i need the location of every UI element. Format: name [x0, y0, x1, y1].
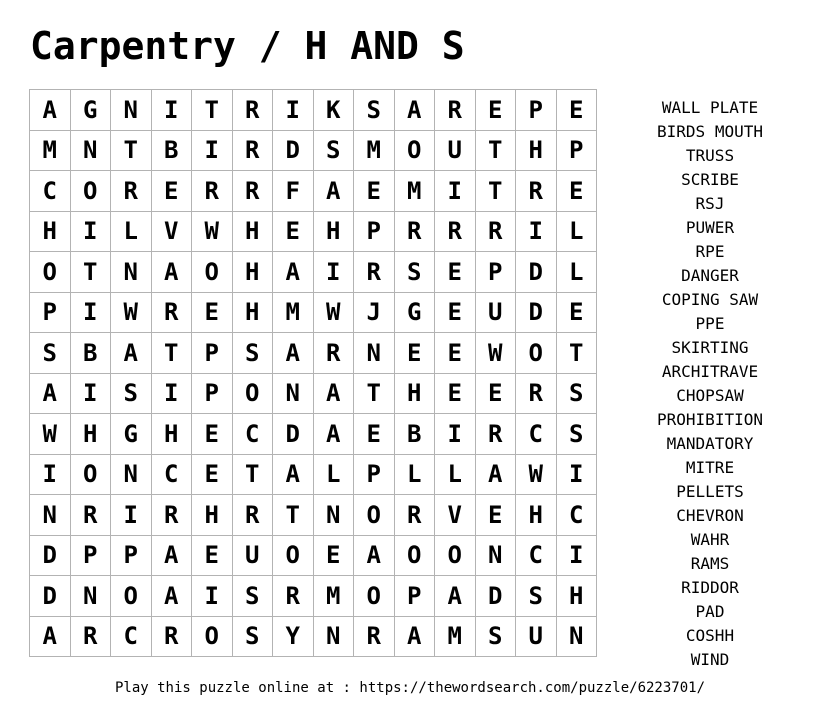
grid-cell: R: [395, 212, 436, 253]
grid-cell: N: [476, 536, 517, 577]
grid-cell: R: [354, 617, 395, 658]
grid-cell: D: [30, 576, 71, 617]
grid-cell: E: [395, 333, 436, 374]
grid-cell: E: [354, 414, 395, 455]
grid-cell: W: [476, 333, 517, 374]
puzzle-title: Carpentry / H AND S: [30, 24, 465, 68]
grid-cell: E: [557, 90, 598, 131]
grid-row: [30, 374, 597, 415]
grid-cell: K: [314, 90, 355, 131]
grid-cell: P: [476, 252, 517, 293]
grid-cell: C: [111, 617, 152, 658]
grid-cell: T: [233, 455, 274, 496]
grid-cell: I: [30, 455, 71, 496]
grid-cell: B: [152, 131, 193, 172]
grid-cell: O: [395, 131, 436, 172]
grid-cell: W: [111, 293, 152, 334]
grid-cell: G: [111, 414, 152, 455]
grid-cell: N: [71, 131, 112, 172]
grid-cell: N: [111, 90, 152, 131]
grid-cell: N: [557, 617, 598, 658]
grid-cell: W: [30, 414, 71, 455]
grid-cell: P: [192, 333, 233, 374]
grid-cell: A: [314, 171, 355, 212]
grid-cell: I: [152, 90, 193, 131]
grid-cell: E: [192, 455, 233, 496]
grid-cell: E: [476, 90, 517, 131]
grid-cell: D: [516, 252, 557, 293]
grid-cell: N: [314, 617, 355, 658]
grid-cell: E: [192, 293, 233, 334]
grid-cell: O: [435, 536, 476, 577]
grid-cell: H: [395, 374, 436, 415]
grid-cell: A: [30, 90, 71, 131]
grid-cell: P: [395, 576, 436, 617]
grid-cell: N: [71, 576, 112, 617]
word-list-item: MITRE: [685, 458, 735, 477]
grid-cell: A: [273, 333, 314, 374]
grid-cell: R: [476, 212, 517, 253]
grid-cell: R: [71, 495, 112, 536]
grid-cell: E: [152, 171, 193, 212]
grid-cell: U: [435, 131, 476, 172]
grid-cell: C: [30, 171, 71, 212]
grid-cell: A: [152, 252, 193, 293]
word-list-item: RSJ: [695, 194, 725, 213]
word-list-item: CHEVRON: [676, 506, 744, 525]
grid-cell: M: [314, 576, 355, 617]
word-list-item: PUWER: [685, 218, 735, 237]
grid-row: [30, 414, 597, 455]
grid-cell: S: [557, 374, 598, 415]
letter-grid: [29, 89, 597, 657]
grid-cell: S: [233, 576, 274, 617]
grid-row: [30, 455, 597, 496]
grid-cell: H: [314, 212, 355, 253]
grid-cell: R: [273, 576, 314, 617]
grid-cell: C: [516, 414, 557, 455]
grid-cell: G: [71, 90, 112, 131]
grid-cell: A: [354, 536, 395, 577]
grid-cell: P: [354, 212, 395, 253]
grid-cell: R: [435, 212, 476, 253]
grid-cell: F: [273, 171, 314, 212]
grid-cell: O: [233, 374, 274, 415]
grid-row: [30, 333, 597, 374]
grid-cell: P: [111, 536, 152, 577]
grid-cell: R: [233, 495, 274, 536]
grid-cell: N: [314, 495, 355, 536]
word-list-item: RPE: [695, 242, 725, 261]
grid-cell: N: [30, 495, 71, 536]
grid-cell: R: [233, 131, 274, 172]
grid-cell: R: [233, 171, 274, 212]
word-list-item: COPING SAW: [661, 290, 759, 309]
grid-cell: M: [30, 131, 71, 172]
grid-cell: A: [395, 90, 436, 131]
word-list-item: PPE: [695, 314, 725, 333]
grid-cell: A: [314, 414, 355, 455]
grid-cell: C: [152, 455, 193, 496]
grid-row: [30, 212, 597, 253]
grid-cell: C: [516, 536, 557, 577]
grid-cell: V: [152, 212, 193, 253]
grid-cell: Y: [273, 617, 314, 658]
grid-cell: P: [557, 131, 598, 172]
grid-cell: O: [354, 495, 395, 536]
grid-cell: D: [273, 131, 314, 172]
grid-cell: L: [395, 455, 436, 496]
grid-cell: H: [557, 576, 598, 617]
grid-cell: C: [557, 495, 598, 536]
grid-cell: R: [516, 171, 557, 212]
grid-cell: T: [152, 333, 193, 374]
grid-cell: P: [30, 293, 71, 334]
grid-cell: R: [152, 495, 193, 536]
grid-cell: H: [152, 414, 193, 455]
grid-cell: A: [30, 617, 71, 658]
word-list-item: TRUSS: [685, 146, 735, 165]
grid-cell: M: [273, 293, 314, 334]
grid-cell: R: [233, 90, 274, 131]
grid-cell: H: [516, 131, 557, 172]
grid-cell: L: [557, 252, 598, 293]
grid-cell: P: [354, 455, 395, 496]
word-list-item: SCRIBE: [681, 170, 739, 189]
grid-cell: W: [314, 293, 355, 334]
grid-cell: D: [516, 293, 557, 334]
grid-cell: I: [435, 414, 476, 455]
grid-cell: A: [152, 536, 193, 577]
grid-cell: N: [354, 333, 395, 374]
word-list-item: DANGER: [681, 266, 739, 285]
grid-cell: H: [516, 495, 557, 536]
grid-cell: H: [192, 495, 233, 536]
grid-cell: O: [516, 333, 557, 374]
grid-cell: P: [71, 536, 112, 577]
grid-cell: H: [233, 293, 274, 334]
grid-cell: R: [395, 495, 436, 536]
grid-cell: O: [30, 252, 71, 293]
grid-row: [30, 536, 597, 577]
grid-cell: S: [354, 90, 395, 131]
grid-cell: M: [395, 171, 436, 212]
grid-cell: N: [273, 374, 314, 415]
word-list-item: PROHIBITION: [657, 410, 763, 429]
grid-row: [30, 171, 597, 212]
grid-cell: P: [516, 90, 557, 131]
grid-cell: S: [314, 131, 355, 172]
grid-cell: L: [314, 455, 355, 496]
grid-cell: R: [152, 617, 193, 658]
grid-cell: O: [71, 171, 112, 212]
grid-cell: E: [192, 414, 233, 455]
footer-link-text: Play this puzzle online at : https://thewordsearch.com/puzzle/6223701/: [114, 680, 705, 696]
grid-cell: R: [314, 333, 355, 374]
grid-cell: N: [111, 455, 152, 496]
grid-cell: T: [192, 90, 233, 131]
grid-cell: E: [435, 293, 476, 334]
grid-cell: S: [476, 617, 517, 658]
grid-cell: U: [476, 293, 517, 334]
grid-cell: P: [192, 374, 233, 415]
grid-row: [30, 293, 597, 334]
grid-row: [30, 617, 597, 658]
grid-cell: B: [395, 414, 436, 455]
word-list-item: CHOPSAW: [676, 386, 744, 405]
word-list-item: SKIRTING: [671, 338, 749, 357]
grid-cell: S: [395, 252, 436, 293]
grid-cell: T: [557, 333, 598, 374]
grid-cell: I: [314, 252, 355, 293]
grid-cell: I: [435, 171, 476, 212]
grid-cell: I: [516, 212, 557, 253]
grid-cell: E: [314, 536, 355, 577]
word-list-item: RIDDOR: [681, 578, 739, 597]
grid-cell: D: [30, 536, 71, 577]
word-list-item: PAD: [695, 602, 725, 621]
grid-cell: A: [314, 374, 355, 415]
grid-cell: E: [557, 293, 598, 334]
grid-cell: A: [273, 455, 314, 496]
grid-cell: W: [516, 455, 557, 496]
grid-cell: S: [516, 576, 557, 617]
word-list-item: MANDATORY: [666, 434, 754, 453]
grid-cell: A: [111, 333, 152, 374]
word-list-item: WIND: [690, 650, 730, 669]
grid-cell: E: [435, 252, 476, 293]
grid-cell: N: [111, 252, 152, 293]
grid-cell: B: [71, 333, 112, 374]
grid-cell: R: [192, 171, 233, 212]
grid-cell: O: [192, 252, 233, 293]
grid-cell: E: [435, 374, 476, 415]
grid-cell: T: [273, 495, 314, 536]
grid-cell: S: [233, 333, 274, 374]
word-list-item: BIRDS MOUTH: [657, 122, 763, 141]
grid-cell: L: [435, 455, 476, 496]
grid-cell: V: [435, 495, 476, 536]
word-list-item: RAMS: [690, 554, 730, 573]
word-list-item: PELLETS: [676, 482, 744, 501]
grid-cell: E: [435, 333, 476, 374]
grid-cell: S: [111, 374, 152, 415]
grid-cell: U: [516, 617, 557, 658]
grid-cell: D: [273, 414, 314, 455]
grid-cell: A: [273, 252, 314, 293]
grid-cell: R: [354, 252, 395, 293]
grid-cell: E: [557, 171, 598, 212]
grid-cell: R: [516, 374, 557, 415]
grid-row: [30, 495, 597, 536]
grid-cell: I: [192, 131, 233, 172]
grid-cell: I: [557, 536, 598, 577]
word-list-item: WALL PLATE: [661, 98, 759, 117]
grid-cell: I: [71, 374, 112, 415]
grid-cell: D: [476, 576, 517, 617]
grid-cell: R: [435, 90, 476, 131]
grid-cell: O: [395, 536, 436, 577]
grid-row: [30, 576, 597, 617]
grid-cell: H: [233, 252, 274, 293]
grid-cell: E: [192, 536, 233, 577]
grid-cell: I: [273, 90, 314, 131]
grid-cell: I: [71, 293, 112, 334]
grid-cell: A: [30, 374, 71, 415]
grid-cell: T: [71, 252, 112, 293]
grid-cell: S: [30, 333, 71, 374]
grid-cell: L: [111, 212, 152, 253]
grid-cell: I: [71, 212, 112, 253]
grid-cell: E: [354, 171, 395, 212]
grid-cell: J: [354, 293, 395, 334]
grid-cell: R: [476, 414, 517, 455]
grid-cell: U: [233, 536, 274, 577]
grid-cell: O: [273, 536, 314, 577]
grid-row: [30, 90, 597, 131]
grid-cell: H: [71, 414, 112, 455]
grid-cell: A: [395, 617, 436, 658]
grid-cell: I: [557, 455, 598, 496]
grid-cell: E: [476, 374, 517, 415]
grid-cell: I: [192, 576, 233, 617]
grid-cell: E: [476, 495, 517, 536]
grid-cell: E: [273, 212, 314, 253]
grid-cell: M: [435, 617, 476, 658]
grid-cell: R: [152, 293, 193, 334]
grid-cell: R: [71, 617, 112, 658]
grid-cell: T: [111, 131, 152, 172]
grid-row: [30, 252, 597, 293]
grid-cell: A: [435, 576, 476, 617]
grid-cell: W: [192, 212, 233, 253]
grid-cell: I: [111, 495, 152, 536]
word-list-item: COSHH: [685, 626, 735, 645]
grid-cell: S: [233, 617, 274, 658]
grid-cell: M: [354, 131, 395, 172]
grid-cell: A: [476, 455, 517, 496]
grid-cell: L: [557, 212, 598, 253]
grid-cell: T: [476, 171, 517, 212]
grid-cell: O: [111, 576, 152, 617]
grid-cell: C: [233, 414, 274, 455]
grid-cell: G: [395, 293, 436, 334]
word-list-item: ARCHITRAVE: [661, 362, 759, 381]
grid-cell: T: [354, 374, 395, 415]
grid-row: [30, 131, 597, 172]
grid-cell: H: [233, 212, 274, 253]
grid-cell: T: [476, 131, 517, 172]
grid-cell: A: [152, 576, 193, 617]
grid-cell: S: [557, 414, 598, 455]
grid-cell: H: [30, 212, 71, 253]
grid-cell: O: [354, 576, 395, 617]
grid-cell: I: [152, 374, 193, 415]
grid-cell: O: [192, 617, 233, 658]
grid-cell: O: [71, 455, 112, 496]
word-list: [640, 96, 780, 672]
word-list-item: WAHR: [690, 530, 730, 549]
grid-cell: R: [111, 171, 152, 212]
